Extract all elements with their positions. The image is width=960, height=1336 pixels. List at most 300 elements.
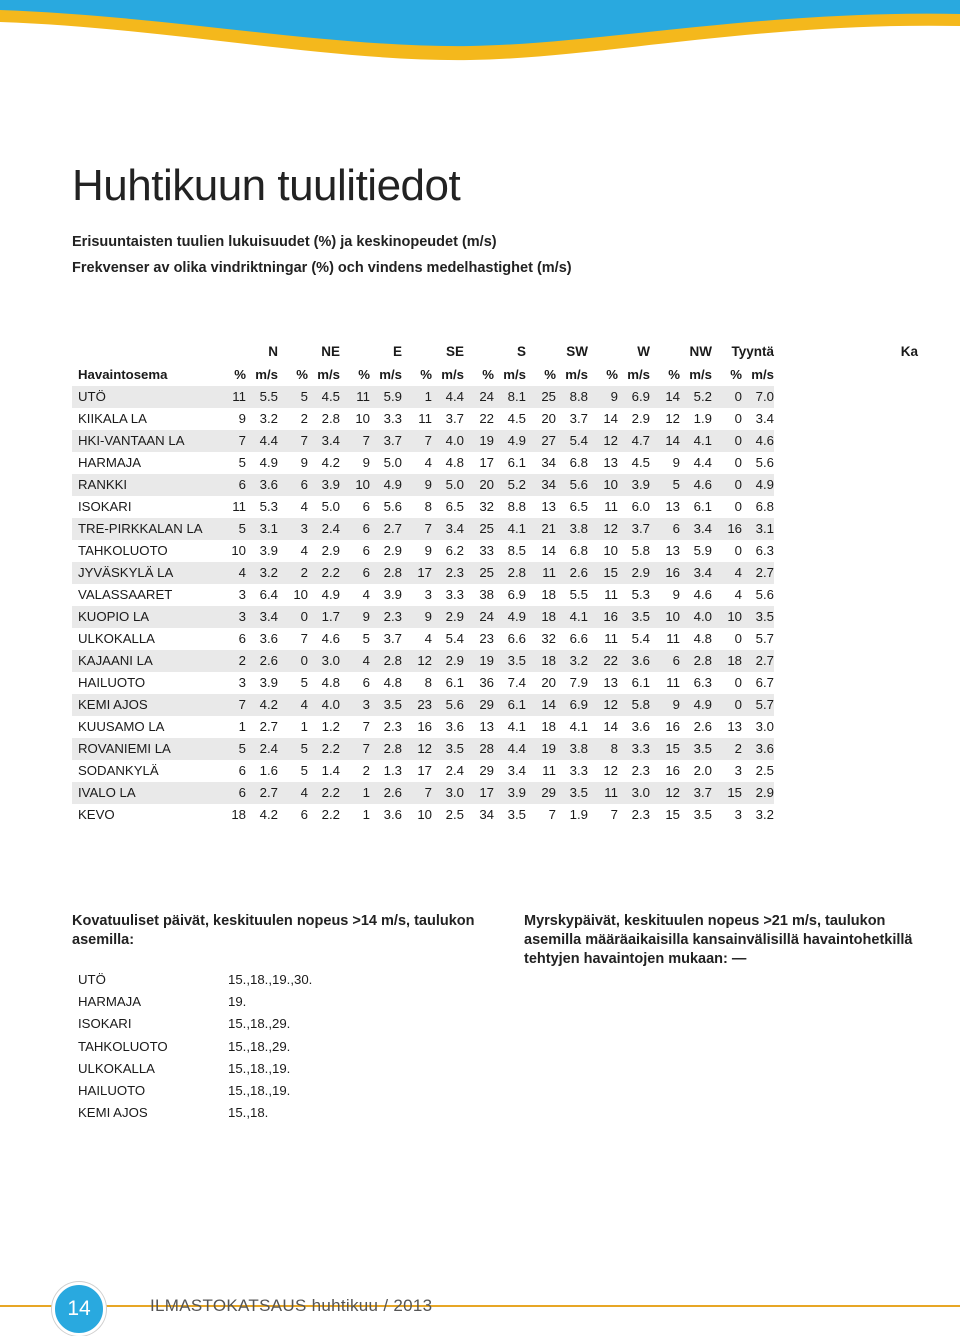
station-name: TRE-PIRKKALAN LA: [72, 518, 216, 540]
speed-cell: 2.9: [742, 782, 774, 804]
speed-cell: 4.1: [680, 430, 712, 452]
speed-cell: 2.6: [370, 782, 402, 804]
frequency-cell: 18: [541, 719, 556, 734]
unit-header: m/s: [441, 367, 464, 382]
speed-cell: 2.6: [556, 562, 588, 584]
frequency-cell: 11: [418, 411, 432, 426]
speed-cell: 2.4: [445, 763, 464, 778]
frequency-cell: 1: [300, 719, 308, 734]
speed-cell: 5.9: [693, 543, 712, 558]
frequency-cell: 9: [650, 694, 680, 716]
speed-cell: 3.3: [445, 587, 464, 602]
frequency-cell: 12: [588, 694, 618, 716]
frequency-cell: 10: [355, 411, 370, 426]
speed-cell: 3.6: [445, 719, 464, 734]
frequency-cell: 11: [216, 386, 246, 408]
frequency-cell: 2: [362, 763, 370, 778]
speed-cell: 7.4: [507, 675, 526, 690]
table-row: [72, 782, 918, 804]
table-row: [72, 760, 918, 782]
speed-cell: 2.8: [494, 562, 526, 584]
frequency-cell: 10: [293, 587, 308, 602]
speed-cell: 3.7: [680, 782, 712, 804]
station-name: RANKKI: [72, 474, 216, 496]
table-row: [72, 628, 918, 650]
speed-cell: 6.9: [507, 587, 526, 602]
storm-station-name: HAILUOTO: [78, 1083, 146, 1099]
frequency-cell: 13: [665, 543, 680, 558]
frequency-cell: 5: [300, 675, 308, 690]
subtitle-finnish: Erisuuntaisten tuulien lukuisuudet (%) ja keskinopeudet (m/s): [72, 234, 497, 250]
station-name: IVALO LA: [72, 782, 216, 804]
speed-cell: 3.7: [569, 411, 588, 426]
frequency-cell: 9: [238, 411, 246, 426]
speed-cell: 6.5: [569, 499, 588, 514]
unit-header: %: [420, 367, 432, 382]
speed-cell: 4.1: [494, 518, 526, 540]
speed-cell: 3.7: [383, 631, 402, 646]
frequency-cell: 14: [603, 411, 618, 426]
speed-cell: 2.3: [370, 606, 402, 628]
frequency-cell: 12: [665, 411, 680, 426]
speed-cell: 4.2: [246, 694, 278, 716]
station-name: ISOKARI: [78, 499, 132, 514]
frequency-cell: 3: [424, 587, 432, 602]
speed-cell: 3.5: [507, 807, 526, 822]
speed-cell: 1.3: [383, 763, 402, 778]
frequency-cell: 14: [603, 719, 618, 734]
speed-cell: 3.6: [618, 650, 650, 672]
speed-cell: 3.7: [445, 411, 464, 426]
frequency-cell: 13: [479, 719, 494, 734]
frequency-cell: 2: [216, 650, 246, 672]
speed-cell: 6.3: [755, 543, 774, 558]
frequency-cell: 25: [464, 518, 494, 540]
frequency-cell: 13: [603, 455, 618, 470]
speed-cell: 1.6: [259, 763, 278, 778]
frequency-cell: 23: [479, 631, 494, 646]
gale-days-section: [524, 912, 914, 969]
speed-cell: 2.9: [432, 606, 464, 628]
speed-cell: 2.8: [370, 738, 402, 760]
frequency-cell: 14: [650, 430, 680, 452]
speed-cell: 5.7: [755, 631, 774, 646]
frequency-cell: 9: [672, 455, 680, 470]
frequency-cell: 0: [734, 499, 742, 514]
speed-cell: 6.1: [631, 675, 650, 690]
speed-cell: 2.9: [321, 543, 340, 558]
frequency-cell: 20: [541, 675, 556, 690]
speed-cell: 8.8: [507, 499, 526, 514]
frequency-cell: 4: [278, 694, 308, 716]
speed-cell: 3.9: [308, 474, 340, 496]
station-name: TAHKOLUOTO: [78, 543, 168, 558]
speed-cell: 4.1: [569, 719, 588, 734]
speed-cell: 4.1: [507, 719, 526, 734]
frequency-cell: 11: [526, 562, 556, 584]
speed-cell: 4.5: [308, 386, 340, 408]
speed-cell: 2.2: [308, 782, 340, 804]
speed-cell: 3.9: [494, 782, 526, 804]
speed-cell: 4.0: [680, 606, 712, 628]
speed-cell: 3.8: [556, 518, 588, 540]
unit-header: m/s: [255, 367, 278, 382]
frequency-cell: 12: [588, 518, 618, 540]
frequency-cell: 14: [541, 543, 556, 558]
speed-cell: 5.3: [631, 587, 650, 602]
frequency-cell: 6: [300, 807, 308, 822]
speed-cell: 4.4: [494, 738, 526, 760]
wind-table: [72, 340, 918, 826]
frequency-cell: 11: [542, 763, 556, 778]
speed-cell: 5.7: [742, 694, 774, 716]
speed-cell: 6.0: [631, 499, 650, 514]
frequency-cell: 8: [424, 499, 432, 514]
speed-cell: 6.8: [569, 455, 588, 470]
frequency-cell: 2: [278, 562, 308, 584]
frequency-cell: 7: [216, 694, 246, 716]
speed-cell: 3.2: [556, 650, 588, 672]
page-title: Huhtikuun tuulitiedot: [72, 161, 461, 210]
dir-header: SE: [445, 344, 464, 359]
frequency-cell: 4: [300, 543, 308, 558]
storm-days-list: 15.,18.,19.: [228, 1060, 291, 1076]
speed-cell: 2.7: [246, 782, 278, 804]
speed-cell: 5.0: [383, 455, 402, 470]
unit-header: %: [234, 367, 246, 382]
table-row: [72, 716, 918, 738]
unit-header: %: [296, 367, 308, 382]
storm-station-name: KEMI AJOS: [78, 1105, 148, 1121]
frequency-cell: 2: [300, 411, 308, 426]
speed-cell: 6.3: [693, 675, 712, 690]
station-name: JYVÄSKYLÄ LA: [72, 562, 216, 584]
frequency-cell: 4: [424, 455, 432, 470]
unit-header: m/s: [317, 367, 340, 382]
frequency-cell: 16: [712, 518, 742, 540]
frequency-cell: 9: [402, 474, 432, 496]
dir-header: Tyyntä: [731, 344, 774, 359]
speed-cell: 3.0: [618, 782, 650, 804]
speed-cell: 4.9: [742, 474, 774, 496]
frequency-cell: 10: [340, 474, 370, 496]
frequency-cell: 25: [464, 562, 494, 584]
speed-cell: 2.7: [259, 719, 278, 734]
speed-cell: 3.4: [507, 763, 526, 778]
speed-cell: 4.8: [383, 675, 402, 690]
speed-cell: 6.4: [259, 587, 278, 602]
station-name: KEVO: [78, 807, 115, 822]
speed-cell: 5.3: [259, 499, 278, 514]
gale-days-title: Myrskypäivät, keskituulen nopeus >21 m/s, taulukon asemilla määräaikaisilla kansainvälisillä havaintohetkillä tehtyjen havaintojen mukaan: —: [524, 913, 913, 967]
speed-cell: 6.6: [507, 631, 526, 646]
frequency-cell: 18: [231, 807, 246, 822]
frequency-cell: 6: [238, 631, 246, 646]
storm-days-list: 15.,18.,29.: [228, 1016, 291, 1032]
speed-cell: 5.0: [321, 499, 340, 514]
speed-cell: 2.9: [432, 650, 464, 672]
frequency-cell: 0: [734, 411, 742, 426]
speed-cell: 6.8: [755, 499, 774, 514]
speed-cell: 6.1: [693, 499, 712, 514]
frequency-cell: 12: [603, 763, 618, 778]
frequency-cell: 18: [541, 587, 556, 602]
storm-days-section: [72, 912, 512, 1124]
speed-cell: 4.9: [370, 474, 402, 496]
speed-cell: 3.2: [755, 807, 774, 822]
speed-cell: 3.0: [308, 650, 340, 672]
table-row: [72, 430, 918, 452]
frequency-cell: 5: [216, 518, 246, 540]
frequency-cell: 21: [526, 518, 556, 540]
speed-cell: 3.5: [618, 606, 650, 628]
table-row: [72, 738, 918, 760]
table-row: [72, 496, 918, 518]
frequency-cell: 9: [340, 606, 370, 628]
frequency-cell: 17: [417, 763, 432, 778]
speed-cell: 3.6: [742, 738, 774, 760]
frequency-cell: 7: [278, 430, 308, 452]
speed-cell: 3.9: [259, 675, 278, 690]
speed-cell: 3.5: [742, 606, 774, 628]
frequency-cell: 11: [604, 631, 618, 646]
speed-cell: 4.6: [680, 474, 712, 496]
speed-cell: 4.9: [494, 606, 526, 628]
frequency-cell: 34: [479, 807, 494, 822]
frequency-cell: 13: [665, 499, 680, 514]
frequency-cell: 1: [340, 782, 370, 804]
speed-cell: 2.5: [755, 763, 774, 778]
speed-cell: 4.9: [259, 455, 278, 470]
frequency-cell: 34: [541, 455, 556, 470]
footer-rule: [0, 1305, 960, 1307]
speed-cell: 5.5: [246, 386, 278, 408]
speed-cell: 5.6: [432, 694, 464, 716]
speed-cell: 4.6: [321, 631, 340, 646]
speed-cell: 2.3: [383, 719, 402, 734]
frequency-cell: 0: [712, 430, 742, 452]
station-name: HAILUOTO: [78, 675, 146, 690]
frequency-cell: 5: [238, 455, 246, 470]
frequency-cell: 10: [588, 474, 618, 496]
frequency-cell: 29: [526, 782, 556, 804]
frequency-cell: 17: [479, 455, 494, 470]
speed-cell: 3.0: [755, 719, 774, 734]
frequency-cell: 4: [734, 587, 742, 602]
speed-cell: 1.4: [321, 763, 340, 778]
unit-header: %: [668, 367, 680, 382]
speed-cell: 2.7: [370, 518, 402, 540]
frequency-cell: 9: [672, 587, 680, 602]
frequency-cell: 33: [479, 543, 494, 558]
frequency-cell: 3: [238, 675, 246, 690]
frequency-cell: 15: [650, 738, 680, 760]
top-wave-graphic: [0, 0, 960, 64]
speed-cell: 3.6: [383, 807, 402, 822]
frequency-cell: 10: [712, 606, 742, 628]
frequency-cell: 11: [340, 386, 370, 408]
speed-cell: 3.7: [618, 518, 650, 540]
unit-header: m/s: [379, 367, 402, 382]
speed-cell: 2.5: [445, 807, 464, 822]
station-name: HARMAJA: [78, 455, 142, 470]
frequency-cell: 22: [479, 411, 494, 426]
speed-cell: 3.5: [693, 807, 712, 822]
speed-cell: 3.5: [370, 694, 402, 716]
frequency-cell: 7: [610, 807, 618, 822]
frequency-cell: 6: [650, 650, 680, 672]
frequency-cell: 16: [588, 606, 618, 628]
frequency-cell: 0: [712, 474, 742, 496]
station-name: UTÖ: [72, 386, 216, 408]
speed-cell: 1.2: [321, 719, 340, 734]
unit-header: %: [544, 367, 556, 382]
frequency-cell: 17: [402, 562, 432, 584]
speed-cell: 6.8: [569, 543, 588, 558]
speed-cell: 4.4: [693, 455, 712, 470]
frequency-cell: 11: [604, 587, 618, 602]
speed-cell: 4.4: [432, 386, 464, 408]
frequency-cell: 18: [526, 650, 556, 672]
frequency-cell: 23: [402, 694, 432, 716]
frequency-cell: 6: [362, 499, 370, 514]
station-name: KUUSAMO LA: [78, 719, 165, 734]
frequency-cell: 6: [362, 675, 370, 690]
frequency-cell: 13: [603, 675, 618, 690]
speed-cell: 3.5: [494, 650, 526, 672]
frequency-cell: 6: [362, 543, 370, 558]
speed-cell: 2.8: [370, 562, 402, 584]
frequency-cell: 7: [402, 782, 432, 804]
frequency-cell: 7: [340, 430, 370, 452]
frequency-cell: 9: [402, 606, 432, 628]
speed-cell: 3.6: [246, 474, 278, 496]
frequency-cell: 7: [402, 518, 432, 540]
frequency-cell: 6: [278, 474, 308, 496]
speed-cell: 4.8: [445, 455, 464, 470]
speed-cell: 2.2: [308, 562, 340, 584]
frequency-cell: 13: [727, 719, 742, 734]
speed-cell: 2.3: [432, 562, 464, 584]
frequency-cell: 15: [712, 782, 742, 804]
frequency-cell: 7: [300, 631, 308, 646]
speed-cell: 3.0: [432, 782, 464, 804]
speed-cell: 5.6: [383, 499, 402, 514]
frequency-cell: 6: [650, 518, 680, 540]
frequency-cell: 8: [424, 675, 432, 690]
storm-day-row: [72, 1035, 312, 1057]
speed-cell: 5.2: [494, 474, 526, 496]
dir-header: S: [516, 344, 526, 359]
speed-cell: 3.9: [383, 587, 402, 602]
speed-cell: 3.4: [246, 606, 278, 628]
unit-header: m/s: [503, 367, 526, 382]
frequency-cell: 6: [238, 763, 246, 778]
frequency-cell: 5: [278, 386, 308, 408]
frequency-cell: 19: [526, 738, 556, 760]
storm-station-name: TAHKOLUOTO: [78, 1038, 168, 1054]
table-row: [72, 650, 918, 672]
frequency-cell: 24: [464, 386, 494, 408]
frequency-cell: 5: [650, 474, 680, 496]
unit-header: %: [606, 367, 618, 382]
frequency-cell: 15: [665, 807, 680, 822]
speed-cell: 6.1: [507, 455, 526, 470]
speed-cell: 5.6: [556, 474, 588, 496]
speed-cell: 3.1: [742, 518, 774, 540]
frequency-cell: 12: [402, 738, 432, 760]
frequency-cell: 14: [650, 386, 680, 408]
storm-day-row: [72, 1102, 312, 1124]
frequency-cell: 11: [232, 499, 246, 514]
unit-header: m/s: [565, 367, 588, 382]
speed-cell: 4.0: [308, 694, 340, 716]
frequency-cell: 16: [650, 562, 680, 584]
storm-days-list: 19.: [228, 993, 247, 1009]
frequency-cell: 32: [541, 631, 556, 646]
speed-cell: 4.5: [631, 455, 650, 470]
frequency-cell: 10: [417, 807, 432, 822]
frequency-cell: 3: [340, 694, 370, 716]
table-row: [72, 452, 918, 474]
speed-cell: 3.9: [259, 543, 278, 558]
frequency-cell: 4: [340, 650, 370, 672]
table-row: [72, 584, 918, 606]
speed-cell: 4.9: [680, 694, 712, 716]
storm-day-row: [72, 1013, 312, 1035]
station-name: VALASSAARET: [78, 587, 173, 602]
station-name: ROVANIEMI LA: [72, 738, 216, 760]
speed-cell: 3.4: [308, 430, 340, 452]
dir-header: E: [392, 344, 402, 359]
frequency-cell: 4: [278, 782, 308, 804]
unit-header: m/s: [627, 367, 650, 382]
frequency-cell: 5: [362, 631, 370, 646]
speed-cell: 3.4: [680, 562, 712, 584]
storm-days-list: 15.,18.,29.: [228, 1038, 291, 1054]
table-row: [72, 408, 918, 430]
frequency-cell: 10: [650, 606, 680, 628]
storm-day-row: [72, 1079, 312, 1101]
speed-cell: 3.4: [432, 518, 464, 540]
speed-cell: 7.0: [742, 386, 774, 408]
speed-cell: 2.3: [631, 807, 650, 822]
speed-cell: 3.5: [432, 738, 464, 760]
direction-header-row: [72, 340, 918, 364]
frequency-cell: 32: [479, 499, 494, 514]
station-name: ULKOKALLA: [78, 631, 155, 646]
frequency-cell: 15: [588, 562, 618, 584]
speed-cell: 1.7: [308, 606, 340, 628]
frequency-cell: 7: [216, 430, 246, 452]
table-row: [72, 386, 918, 408]
frequency-cell: 27: [526, 430, 556, 452]
speed-cell: 5.4: [445, 631, 464, 646]
speed-cell: 1.9: [569, 807, 588, 822]
frequency-cell: 11: [666, 675, 680, 690]
speed-cell: 6.2: [445, 543, 464, 558]
frequency-cell: 9: [362, 455, 370, 470]
speed-cell: 2.0: [693, 763, 712, 778]
frequency-cell: 22: [588, 650, 618, 672]
station-name: SODANKYLÄ: [78, 763, 159, 778]
speed-cell: 2.9: [631, 411, 650, 426]
frequency-cell: 3: [278, 518, 308, 540]
storm-station-name: ULKOKALLA: [78, 1060, 155, 1076]
station-column-header: Havaintosema: [78, 367, 168, 382]
frequency-cell: 0: [734, 455, 742, 470]
frequency-cell: 12: [402, 650, 432, 672]
